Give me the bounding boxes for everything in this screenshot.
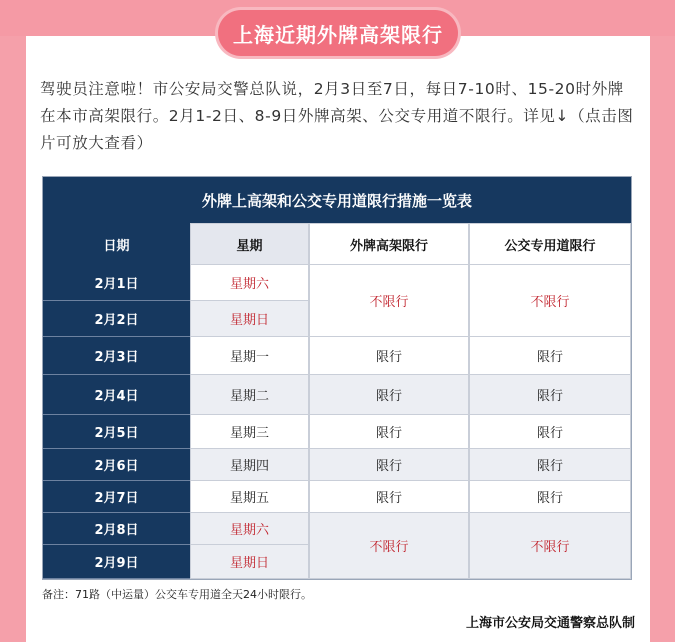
intro-paragraph: 驾驶员注意啦！市公安局交警总队说，2月3日至7日，每日7-10时、15-20时外牌在本市高架限行。2月1-2日、8-9日外牌高架、公交专用道不限行。详见↓（点击图片可放大查看）	[40, 80, 634, 152]
table-footnote: 备注：71路（中运量）公交车专用道全天24小时限行。	[42, 588, 312, 601]
table-row-date: 2月5日	[43, 415, 190, 449]
elevated-status: 限行	[309, 337, 469, 375]
issuer-signature: 上海市公安局交通警察总队制	[465, 616, 635, 631]
table-row-weekday: 星期四	[190, 449, 309, 481]
table-row-date: 2月4日	[43, 375, 190, 415]
table-row-date: 2月9日	[43, 545, 190, 579]
table-row-weekday: 星期日	[190, 301, 309, 337]
title-banner	[0, 0, 675, 62]
bus-lane-status: 限行	[469, 337, 631, 375]
table-row-weekday: 星期三	[190, 415, 309, 449]
table-row-date: 2月6日	[43, 449, 190, 481]
elevated-status: 限行	[309, 415, 469, 449]
table-row-date: 2月7日	[43, 481, 190, 513]
table-row-weekday: 星期六	[190, 513, 309, 545]
table-row-date: 2月1日	[43, 265, 190, 301]
bus-lane-status-merged: 不限行	[469, 513, 631, 579]
title-pill	[218, 10, 458, 56]
header-elevated: 外牌高架限行	[309, 223, 469, 265]
header-bus-lane: 公交专用道限行	[469, 223, 631, 265]
header-weekday: 星期	[190, 223, 309, 265]
table-row-date: 2月8日	[43, 513, 190, 545]
restriction-table-image[interactable]	[42, 176, 632, 580]
page-title: 上海近期外牌高架限行	[233, 22, 443, 47]
table-row-weekday: 星期六	[190, 265, 309, 301]
bus-lane-status: 限行	[469, 449, 631, 481]
elevated-status: 限行	[309, 481, 469, 513]
elevated-status-merged: 不限行	[309, 513, 469, 579]
table-row-date: 2月3日	[43, 337, 190, 375]
bus-lane-status: 限行	[469, 415, 631, 449]
bus-lane-status: 限行	[469, 375, 631, 415]
elevated-status-merged: 不限行	[309, 265, 469, 337]
table-row-date: 2月2日	[43, 301, 190, 337]
header-date: 日期	[43, 223, 190, 265]
elevated-status: 限行	[309, 375, 469, 415]
table-row-weekday: 星期一	[190, 337, 309, 375]
elevated-status: 限行	[309, 449, 469, 481]
table-row-weekday: 星期二	[190, 375, 309, 415]
table-title: 外牌上高架和公交专用道限行措施一览表	[43, 177, 631, 223]
bus-lane-status: 限行	[469, 481, 631, 513]
bus-lane-status-merged: 不限行	[469, 265, 631, 337]
table-row-weekday: 星期五	[190, 481, 309, 513]
table-row-weekday: 星期日	[190, 545, 309, 579]
